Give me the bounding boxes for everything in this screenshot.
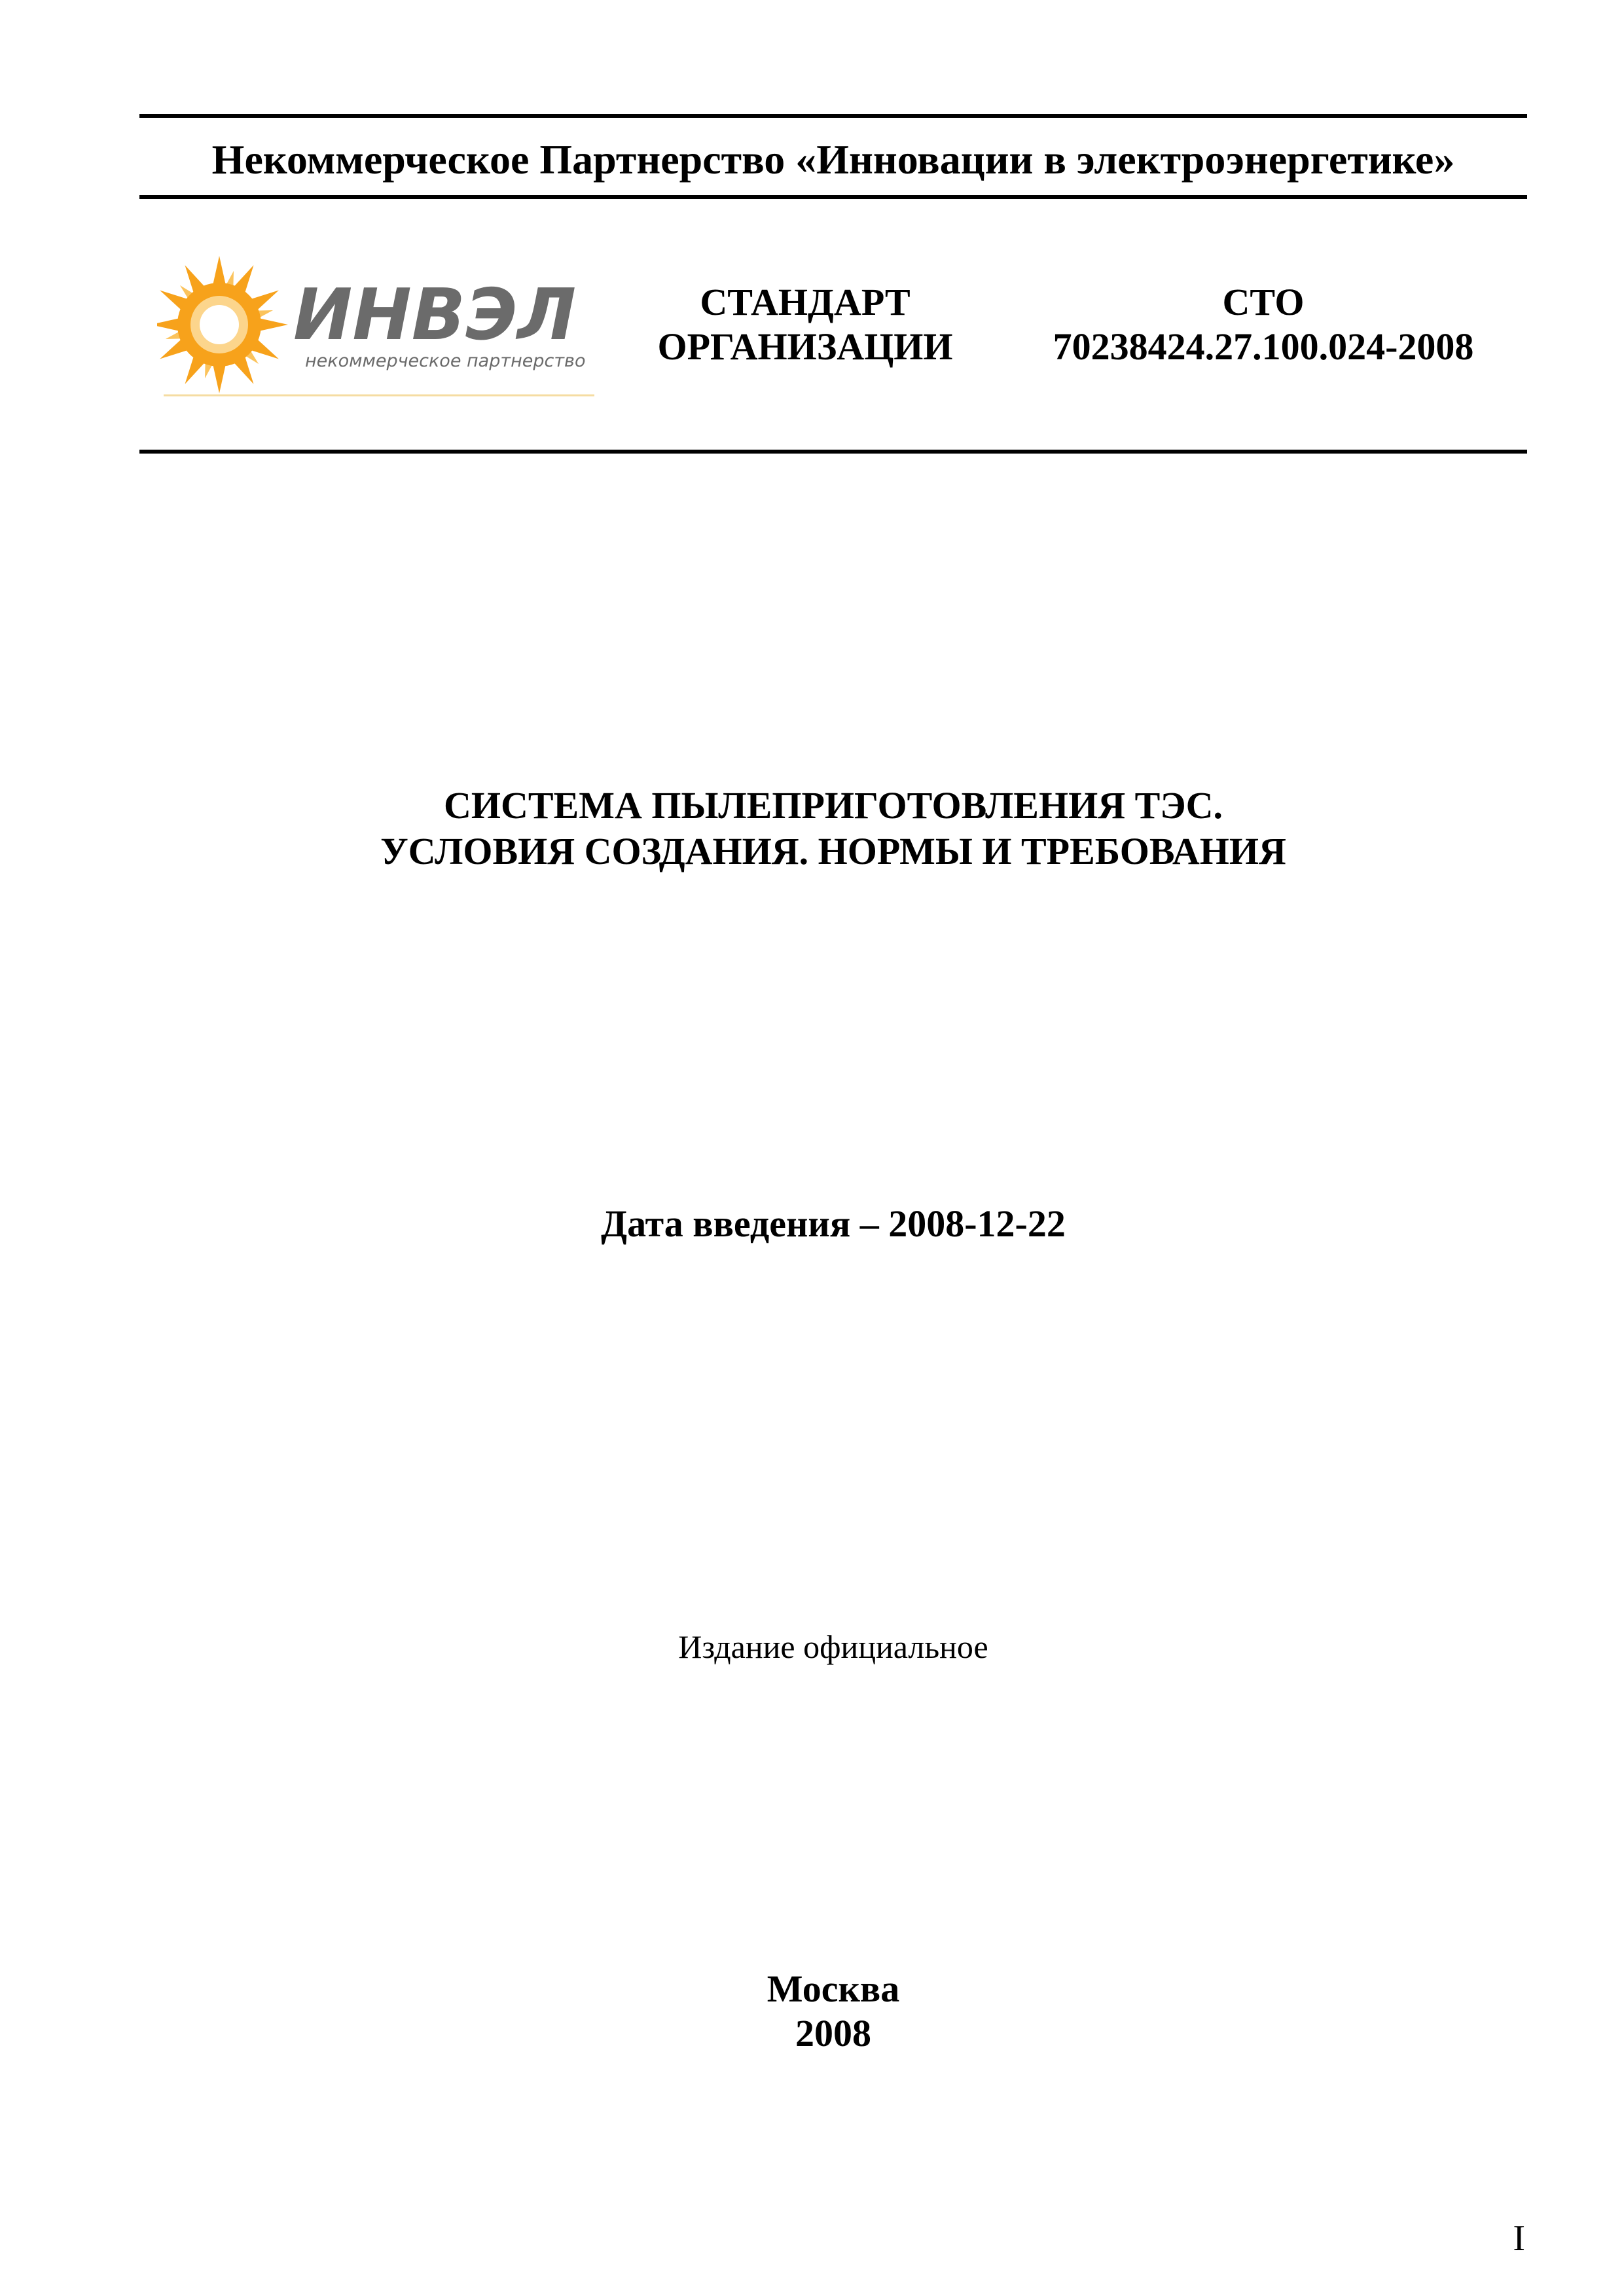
sun-icon bbox=[157, 247, 602, 404]
document-title-line1: СИСТЕМА ПЫЛЕПРИГОТОВЛЕНИЯ ТЭС. bbox=[443, 784, 1223, 827]
standard-number bbox=[1021, 280, 1506, 369]
logo-wordmark: ИНВЭЛ bbox=[293, 274, 577, 356]
publication-place-year bbox=[139, 1967, 1527, 2056]
organization-name: Некоммерческое Партнерство «Инновации в электроэнергетике» bbox=[211, 136, 1455, 183]
publication-city: Москва bbox=[767, 1967, 900, 2010]
header-rule-middle bbox=[139, 195, 1527, 199]
header-rule-top bbox=[139, 114, 1527, 118]
document-title-line2: УСЛОВИЯ СОЗДАНИЯ. НОРМЫ И ТРЕБОВАНИЯ bbox=[380, 830, 1286, 872]
publication-year: 2008 bbox=[795, 2012, 871, 2054]
standard-code: 70238424.27.100.024-2008 bbox=[1053, 325, 1474, 368]
header-rule-bottom bbox=[139, 450, 1527, 454]
introduction-date: Дата введения – 2008-12-22 bbox=[601, 1202, 1066, 1245]
page-number: I bbox=[1513, 2218, 1525, 2259]
document-title bbox=[139, 783, 1527, 874]
standard-code-prefix: СТО bbox=[1222, 281, 1305, 323]
edition-label: Издание официальное bbox=[678, 1628, 988, 1665]
standard-type-line1: СТАНДАРТ bbox=[700, 281, 911, 323]
standard-type-line2: ОРГАНИЗАЦИИ bbox=[657, 325, 953, 368]
standard-type bbox=[625, 280, 985, 369]
invel-logo bbox=[157, 247, 602, 404]
logo-subtitle: некоммерческое партнерство bbox=[305, 351, 586, 371]
